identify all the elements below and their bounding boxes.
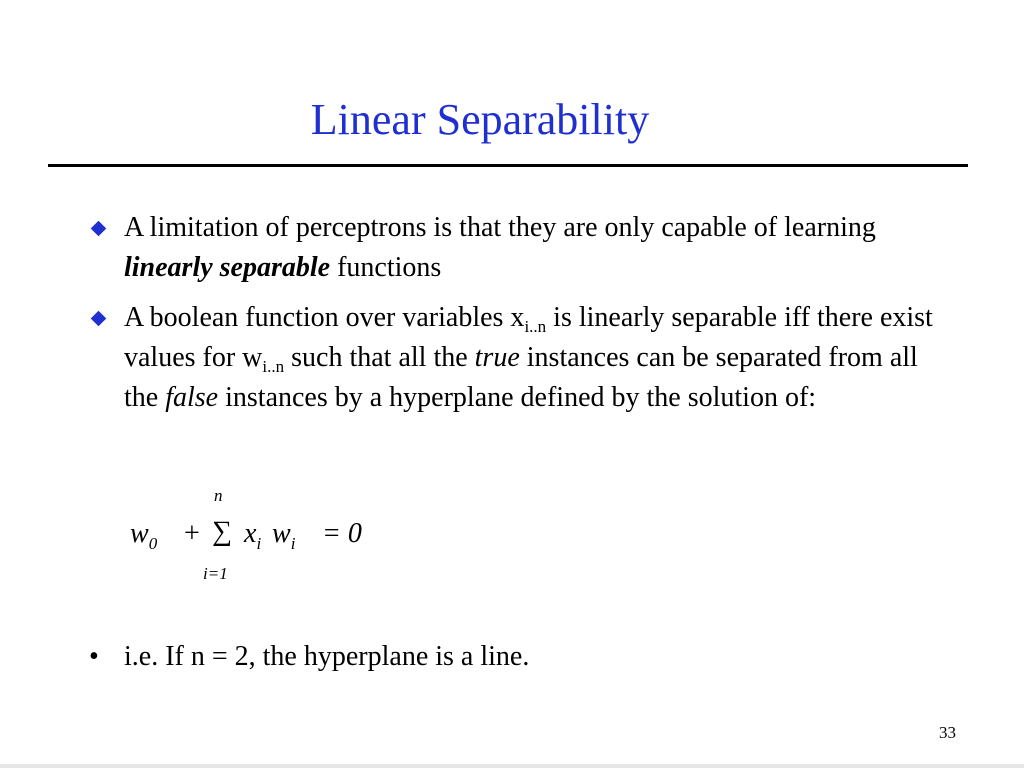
- sigma-symbol: ∑: [212, 516, 232, 547]
- bullet2-part2: is linearly separable iff there exist values for w: [124, 302, 933, 373]
- diamond-bullet-icon: [91, 221, 107, 237]
- equation-w0-symbol: w: [130, 518, 149, 549]
- sum-upper-limit: n: [214, 486, 223, 505]
- bullet2-subscript-w: i..n: [262, 357, 285, 376]
- bullet2-part4: instances can be separated from all the: [124, 342, 918, 413]
- bullet-item-definition: [124, 298, 954, 418]
- bullet2-part1: A boolean function over variables x: [124, 302, 525, 333]
- sum-lower-limit: i=1: [203, 564, 228, 583]
- equation-w0-subscript: 0: [148, 534, 158, 553]
- bullet2-true-word: true: [474, 342, 520, 373]
- dot-bullet-icon: •: [89, 641, 99, 672]
- equation-equals-zero: = 0: [322, 518, 362, 549]
- bullet-item-limitation: [124, 208, 954, 288]
- bullet2-part3: such that all the: [284, 342, 475, 373]
- equation-wi: [272, 518, 295, 554]
- title-divider: [48, 164, 968, 167]
- equation-wi-symbol: w: [272, 518, 291, 549]
- page-number: 33: [939, 723, 956, 742]
- equation-w0: [130, 518, 157, 554]
- slide-title: Linear Separability: [310, 95, 650, 144]
- bullet1-text-a: A limitation of perceptrons is that they are only capable of learning: [124, 212, 876, 243]
- bottom-border: [0, 764, 1024, 768]
- equation-plus: +: [184, 518, 200, 549]
- equation-wi-subscript: i: [290, 534, 296, 553]
- equation-x-symbol: x: [244, 518, 257, 549]
- bullet2-part5: instances by a hyperplane defined by the solution of:: [218, 382, 817, 413]
- equation-x-subscript: i: [256, 534, 262, 553]
- bullet2-false-word: false: [165, 382, 219, 413]
- diamond-bullet-icon: [91, 311, 107, 327]
- bullet1-text-b: functions: [330, 252, 442, 283]
- bullet2-subscript-x: i..n: [524, 317, 547, 336]
- bullet1-emphasis: linearly separable: [124, 252, 331, 283]
- bullet-item-example: [89, 637, 530, 677]
- bullet-list: [124, 208, 954, 418]
- equation-xi: [244, 518, 261, 554]
- bullet3-text: i.e. If n = 2, the hyperplane is a line.: [124, 641, 530, 672]
